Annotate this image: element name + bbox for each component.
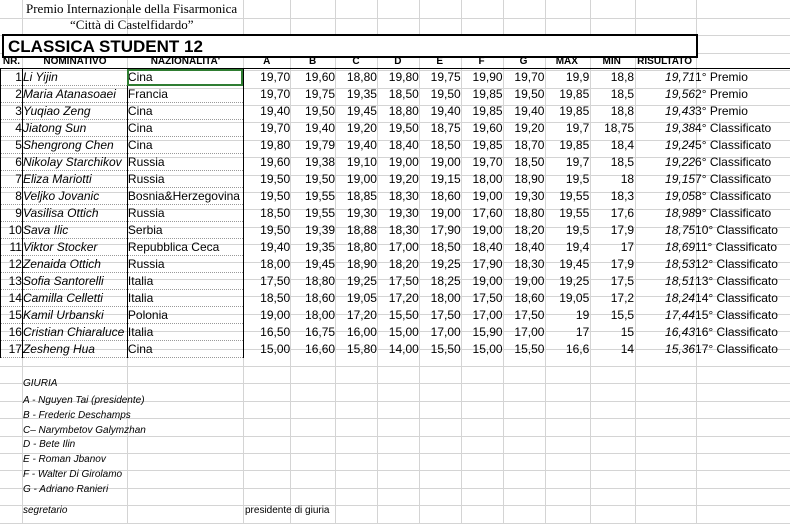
cell-nazionalita[interactable]: Cina: [127, 103, 243, 120]
cell-f[interactable]: 18,00: [472, 172, 503, 186]
cell-classifica[interactable]: 1° Premio: [695, 70, 748, 85]
cell-nominativo[interactable]: Veljko Jovanic: [22, 188, 127, 205]
cell-classifica[interactable]: 4° Classificato: [695, 121, 772, 135]
cell-risultato[interactable]: 19,05: [665, 189, 696, 203]
cell-c[interactable]: 19,40: [346, 138, 377, 152]
cell-min[interactable]: 17,2: [610, 291, 635, 305]
cell-classifica[interactable]: 9° Classificato: [695, 206, 772, 220]
cell-g[interactable]: 19,50: [514, 87, 545, 101]
cell-classifica[interactable]: 3° Premio: [695, 104, 748, 118]
cell-nr[interactable]: 9: [1, 205, 23, 222]
cell-nr[interactable]: 12: [1, 256, 23, 273]
cell-f[interactable]: 15,90: [472, 325, 503, 339]
header-row: [1, 56, 790, 69]
table-row: [1, 171, 790, 188]
cell-max[interactable]: 19,9: [565, 70, 590, 85]
cell-c[interactable]: 19,45: [346, 104, 377, 118]
cell-max[interactable]: 19,5: [565, 172, 590, 186]
cell-f[interactable]: 17,00: [472, 308, 503, 322]
cell-b[interactable]: 19,55: [305, 189, 336, 203]
cell-risultato[interactable]: 18,69: [665, 240, 696, 254]
cell-a[interactable]: 19,00: [260, 308, 291, 322]
giuria-member: F - Walter Di Girolamo: [23, 469, 123, 480]
cell-b[interactable]: 16,60: [305, 342, 336, 356]
cell-c[interactable]: 18,90: [346, 257, 377, 271]
cell-d[interactable]: 15,00: [388, 325, 419, 339]
cell-risultato[interactable]: 19,56: [665, 87, 696, 101]
cell-nominativo[interactable]: Cristian Chiaraluce: [22, 324, 127, 341]
col-header-nominativo[interactable]: NOMINATIVO: [22, 56, 127, 69]
col-header-risultato[interactable]: RISULTATO: [634, 56, 695, 69]
cell-min[interactable]: 18,3: [610, 189, 635, 203]
cell-f[interactable]: 17,60: [472, 206, 503, 220]
cell-g[interactable]: 17,00: [514, 325, 545, 339]
sheet-title: CLASSICA STUDENT 12: [8, 37, 203, 56]
cell-e[interactable]: 18,60: [430, 189, 461, 203]
cell-b[interactable]: 19,50: [305, 104, 336, 118]
cell-min[interactable]: 18,8: [610, 70, 635, 85]
cell-max[interactable]: 19,7: [565, 121, 590, 135]
cell-c[interactable]: 19,25: [346, 274, 377, 288]
cell-b[interactable]: 19,50: [305, 172, 336, 186]
cell-nominativo[interactable]: Kamil Urbanski: [22, 307, 127, 324]
cell-nr[interactable]: 14: [1, 290, 23, 307]
giuria-member: B - Frederic Deschamps: [23, 409, 131, 421]
cell-max[interactable]: 19,85: [559, 87, 590, 101]
cell-nazionalita[interactable]: Cina: [127, 137, 243, 154]
cell-c[interactable]: 17,20: [346, 308, 377, 322]
cell-g[interactable]: 19,70: [514, 70, 545, 85]
cell-b[interactable]: 19,79: [305, 138, 336, 152]
cell-e[interactable]: 19,00: [430, 206, 461, 220]
cell-f[interactable]: 19,00: [472, 189, 503, 203]
cell-e[interactable]: 18,50: [430, 240, 461, 254]
cell-classifica[interactable]: 16° Classificato: [695, 325, 778, 339]
table-row: [1, 222, 790, 239]
col-header-b[interactable]: B: [290, 56, 335, 69]
cell-a[interactable]: 19,40: [260, 240, 291, 254]
cell-e[interactable]: 19,40: [430, 104, 461, 118]
cell-b[interactable]: 19,35: [305, 240, 336, 254]
cell-a[interactable]: 19,70: [260, 87, 291, 101]
col-header-nr[interactable]: NR.: [1, 56, 23, 69]
cell-d[interactable]: 18,80: [388, 104, 419, 118]
cell-b[interactable]: 18,80: [305, 274, 336, 288]
cell-min[interactable]: 17,6: [610, 206, 635, 220]
table-row: [1, 188, 790, 205]
cell-c[interactable]: 16,00: [346, 325, 377, 339]
cell-nazionalita[interactable]: Russia: [127, 154, 243, 171]
cell-min[interactable]: 17,9: [610, 223, 635, 237]
cell-min[interactable]: 17,9: [610, 257, 635, 271]
cell-max[interactable]: 19,45: [559, 257, 590, 271]
cell-nazionalita[interactable]: Cina: [127, 341, 243, 358]
cell-risultato[interactable]: 15,36: [665, 342, 696, 356]
cell-min[interactable]: 18,5: [610, 87, 635, 101]
cell-classifica[interactable]: 11° Classificato: [695, 240, 777, 254]
cell-nr[interactable]: 10: [1, 222, 23, 239]
cell-nazionalita[interactable]: Italia: [127, 324, 243, 341]
giuria-member: D - Bete Ilin: [23, 439, 76, 451]
cell-max[interactable]: 19,85: [559, 104, 590, 118]
cell-risultato[interactable]: 19,22: [665, 155, 696, 169]
cell-min[interactable]: 18,5: [610, 155, 635, 169]
cell-min[interactable]: 18,75: [604, 121, 635, 135]
cell-f[interactable]: 17,90: [472, 257, 503, 271]
cell-max[interactable]: 19,55: [559, 189, 590, 203]
table-row: [1, 137, 790, 154]
cell-nominativo[interactable]: Nikolay Starchikov: [22, 154, 127, 171]
table-row: [1, 307, 790, 324]
cell-a[interactable]: 17,50: [260, 274, 291, 288]
cell-f[interactable]: 19,00: [472, 274, 503, 288]
cell-nominativo[interactable]: Sofia Santorelli: [22, 273, 127, 290]
col-header-min[interactable]: MIN: [589, 56, 634, 69]
cell-c[interactable]: 18,85: [346, 189, 377, 203]
cell-nazionalita[interactable]: Serbia: [127, 222, 243, 239]
cell-nominativo[interactable]: Viktor Stocker: [22, 239, 127, 256]
cell-e[interactable]: 17,50: [430, 308, 461, 322]
cell-min[interactable]: 18: [620, 172, 635, 186]
cell-min[interactable]: 15,5: [610, 308, 635, 322]
cell-max[interactable]: 16,6: [565, 342, 590, 356]
cell-b[interactable]: 19,45: [305, 257, 336, 271]
cell-nominativo[interactable]: Sava Ilic: [22, 222, 127, 239]
cell-a[interactable]: 19,50: [260, 189, 291, 203]
cell-classifica[interactable]: 7° Classificato: [695, 172, 772, 186]
cell-a[interactable]: 19,40: [260, 104, 291, 118]
cell-g[interactable]: 18,30: [514, 257, 545, 271]
cell-classifica[interactable]: 8° Classificato: [695, 189, 772, 203]
table-row: [1, 86, 790, 103]
results-table: [0, 56, 790, 358]
col-header-nazionalita[interactable]: NAZIONALITA': [127, 56, 243, 69]
cell-g[interactable]: 18,90: [514, 172, 545, 186]
cell-min[interactable]: 18,8: [610, 104, 635, 118]
cell-min[interactable]: 17,5: [610, 274, 635, 288]
cell-nr[interactable]: 1: [1, 69, 23, 86]
cell-g[interactable]: 19,00: [514, 274, 545, 288]
cell-nr[interactable]: 2: [1, 86, 23, 103]
cell-min[interactable]: 15: [620, 325, 635, 339]
cell-a[interactable]: 19,80: [260, 138, 291, 152]
cell-a[interactable]: 19,70: [260, 121, 291, 135]
cell-risultato[interactable]: 18,53: [665, 257, 696, 271]
cell-nr[interactable]: 16: [1, 324, 23, 341]
cell-nazionalita[interactable]: Bosnia&Herzegovina: [127, 188, 243, 205]
cell-b[interactable]: 19,60: [305, 70, 336, 85]
cell-nazionalita[interactable]: Francia: [127, 86, 243, 103]
cell-c[interactable]: 19,20: [346, 121, 377, 135]
cell-max[interactable]: 17: [575, 325, 590, 339]
giuria-title: GIURIA: [23, 378, 58, 389]
table-row: [1, 273, 790, 290]
cell-classifica[interactable]: 10° Classificato: [695, 223, 778, 237]
cell-f[interactable]: 19,85: [472, 87, 503, 101]
cell-b[interactable]: 19,55: [305, 206, 336, 220]
cell-a[interactable]: 19,50: [260, 172, 291, 186]
table-row: [1, 154, 790, 171]
cell-f[interactable]: 18,40: [472, 240, 503, 254]
cell-nominativo[interactable]: Maria Atanasoaei: [22, 86, 127, 103]
cell-nazionalita[interactable]: Italia: [127, 273, 243, 290]
cell-risultato[interactable]: 18,24: [665, 291, 696, 305]
title-box: [2, 34, 698, 58]
giuria-member: C– Narymbetov Galymzhan: [23, 424, 146, 436]
cell-g[interactable]: 19,20: [514, 121, 545, 135]
col-header-d[interactable]: D: [377, 56, 419, 69]
cell-c[interactable]: 18,88: [346, 223, 377, 237]
cell-nr[interactable]: 15: [1, 307, 23, 324]
cell-g[interactable]: 17,50: [514, 308, 545, 322]
cell-min[interactable]: 17: [620, 240, 635, 254]
cell-max[interactable]: 19,4: [565, 240, 590, 254]
cell-nr[interactable]: 7: [1, 171, 23, 188]
cell-nominativo[interactable]: Shengrong Chen: [22, 137, 127, 154]
cell-max[interactable]: 19,05: [559, 291, 590, 305]
header-line-1: Premio Internazionale della Fisarmonica: [26, 1, 238, 16]
cell-b[interactable]: 19,38: [305, 155, 336, 169]
cell-nominativo[interactable]: Li Yijin: [22, 69, 127, 86]
cell-c[interactable]: 19,30: [346, 206, 377, 220]
cell-d[interactable]: 14,00: [388, 342, 419, 356]
cell-e[interactable]: 19,00: [430, 155, 461, 169]
cell-b[interactable]: 18,60: [305, 291, 336, 305]
cell-g[interactable]: 15,50: [514, 342, 545, 356]
table-row: [1, 103, 790, 120]
table-row: [1, 239, 790, 256]
cell-f[interactable]: 19,85: [472, 104, 503, 118]
cell-d[interactable]: 19,20: [388, 172, 419, 186]
cell-g[interactable]: 19,40: [514, 104, 545, 118]
cell-b[interactable]: 19,39: [305, 223, 336, 237]
cell-nominativo[interactable]: Yuqiao Zeng: [22, 103, 127, 120]
cell-nr[interactable]: 6: [1, 154, 23, 171]
cell-min[interactable]: 18,4: [610, 138, 635, 152]
cell-e[interactable]: 19,15: [430, 172, 461, 186]
cell-g[interactable]: 18,80: [514, 206, 545, 220]
cell-c[interactable]: 19,10: [346, 155, 377, 169]
cell-d[interactable]: 17,20: [388, 291, 419, 305]
col-header-e[interactable]: E: [419, 56, 461, 69]
table-row: [1, 256, 790, 273]
cell-f[interactable]: 19,60: [472, 121, 503, 135]
cell-a[interactable]: 18,50: [260, 206, 291, 220]
cell-e[interactable]: 17,90: [430, 223, 461, 237]
cell-d[interactable]: 15,50: [388, 308, 419, 322]
cell-c[interactable]: 18,80: [346, 70, 377, 85]
table-row: [1, 290, 790, 307]
cell-e[interactable]: 19,75: [430, 70, 461, 85]
cell-f[interactable]: 15,00: [472, 342, 503, 356]
header-line-2: “Città di Castelfidardo”: [70, 17, 194, 32]
col-header-max[interactable]: MAX: [544, 56, 589, 69]
cell-nr[interactable]: 17: [1, 341, 23, 358]
cell-classifica[interactable]: 2° Premio: [695, 87, 748, 101]
cell-max[interactable]: 19,85: [559, 138, 590, 152]
cell-nominativo[interactable]: Vasilisa Ottich: [22, 205, 127, 222]
cell-f[interactable]: 17,50: [472, 291, 503, 305]
cell-g[interactable]: 18,50: [514, 155, 545, 169]
cell-e[interactable]: 19,50: [430, 87, 461, 101]
cell-nr[interactable]: 13: [1, 273, 23, 290]
cell-classifica[interactable]: 12° Classificato: [695, 257, 778, 271]
cell-d[interactable]: 19,30: [388, 206, 419, 220]
cell-nr[interactable]: 5: [1, 137, 23, 154]
cell-g[interactable]: 18,20: [514, 223, 545, 237]
cell-max[interactable]: 19: [575, 308, 590, 322]
cell-e[interactable]: 15,50: [430, 342, 461, 356]
cell-nazionalita[interactable]: Russia: [127, 256, 243, 273]
cell-f[interactable]: 19,00: [472, 223, 503, 237]
cell-a[interactable]: 18,50: [260, 291, 291, 305]
cell-risultato[interactable]: 19,15: [665, 172, 696, 186]
cell-c[interactable]: 19,05: [346, 291, 377, 305]
cell-a[interactable]: 16,50: [260, 325, 291, 339]
cell-nr[interactable]: 8: [1, 188, 23, 205]
cell-risultato[interactable]: 16,43: [665, 325, 696, 339]
cell-d[interactable]: 19,50: [388, 121, 419, 135]
cell-nazionalita[interactable]: Polonia: [127, 307, 243, 324]
footer-segretario: segretario: [23, 505, 68, 516]
cell-d[interactable]: 18,30: [388, 223, 419, 237]
giuria-member: E - Roman Jbanov: [23, 454, 106, 466]
cell-nominativo[interactable]: Zesheng Hua: [22, 341, 127, 358]
footer-presidente: presidente di giuria: [245, 505, 330, 516]
cell-nominativo[interactable]: Camilla Celletti: [22, 290, 127, 307]
table-row: [1, 324, 790, 341]
cell-max[interactable]: 19,7: [565, 155, 590, 169]
cell-nr[interactable]: 11: [1, 239, 23, 256]
cell-d[interactable]: 18,40: [388, 138, 419, 152]
cell-classifica[interactable]: 15° Classificato: [695, 308, 778, 322]
cell-e[interactable]: 18,25: [430, 274, 461, 288]
cell-nazionalita[interactable]: Russia: [127, 205, 243, 222]
cell-nazionalita[interactable]: Repubblica Ceca: [127, 239, 243, 256]
cell-nominativo[interactable]: Eliza Mariotti: [22, 171, 127, 188]
cell-nazionalita[interactable]: Cina: [127, 120, 243, 137]
cell-nazionalita[interactable]: Italia: [127, 290, 243, 307]
cell-b[interactable]: 18,00: [305, 308, 336, 322]
col-header-c[interactable]: C: [335, 56, 377, 69]
cell-a[interactable]: 19,60: [260, 155, 291, 169]
cell-nr[interactable]: 4: [1, 120, 23, 137]
cell-f[interactable]: 19,90: [472, 70, 503, 85]
cell-g[interactable]: 18,70: [514, 138, 545, 152]
cell-risultato[interactable]: 18,75: [665, 223, 696, 237]
cell-e[interactable]: 17,00: [430, 325, 461, 339]
cell-min[interactable]: 14: [620, 342, 635, 356]
cell-d[interactable]: 18,30: [388, 189, 419, 203]
cell-nazionalita[interactable]: Russia: [127, 171, 243, 188]
cell-b[interactable]: 19,75: [305, 87, 336, 101]
cell-risultato[interactable]: 18,51: [665, 274, 696, 288]
giuria-member: G - Adriano Ranieri: [23, 483, 109, 495]
cell-d[interactable]: 18,20: [388, 257, 419, 271]
cell-nazionalita[interactable]: Cina: [127, 69, 243, 86]
cell-risultato[interactable]: 18,98: [665, 206, 696, 220]
col-header-a[interactable]: A: [243, 56, 290, 69]
cell-c[interactable]: 15,80: [346, 342, 377, 356]
cell-d[interactable]: 18,50: [388, 87, 419, 101]
cell-max[interactable]: 19,25: [559, 274, 590, 288]
cell-a[interactable]: 15,00: [260, 342, 291, 356]
cell-g[interactable]: 18,60: [514, 291, 545, 305]
table-row: [1, 341, 790, 358]
cell-risultato[interactable]: 17,44: [665, 308, 696, 322]
cell-risultato[interactable]: 19,43: [665, 104, 696, 118]
cell-e[interactable]: 18,75: [430, 121, 461, 135]
cell-risultato[interactable]: 19,38: [665, 121, 696, 135]
cell-d[interactable]: 19,80: [388, 70, 419, 85]
cell-e[interactable]: 18,00: [430, 291, 461, 305]
col-header-g[interactable]: G: [503, 56, 545, 69]
cell-e[interactable]: 19,25: [430, 257, 461, 271]
giuria-member: A - Nguyen Tai (presidente): [23, 395, 145, 406]
cell-e[interactable]: 18,50: [430, 138, 461, 152]
cell-c[interactable]: 19,35: [346, 87, 377, 101]
col-header-f[interactable]: F: [461, 56, 503, 69]
cell-c[interactable]: 18,80: [346, 240, 377, 254]
cell-a[interactable]: 19,70: [260, 70, 291, 85]
cell-max[interactable]: 19,55: [559, 206, 590, 220]
cell-g[interactable]: 19,30: [514, 189, 545, 203]
cell-f[interactable]: 19,70: [472, 155, 503, 169]
cell-d[interactable]: 19,00: [388, 155, 419, 169]
cell-c[interactable]: 19,00: [346, 172, 377, 186]
cell-classifica[interactable]: 17° Classificato: [695, 342, 778, 356]
cell-risultato[interactable]: 19,71: [665, 70, 696, 85]
table-row: [1, 205, 790, 222]
table-row: [1, 69, 790, 86]
cell-nr[interactable]: 3: [1, 103, 23, 120]
cell-classifica[interactable]: 6° Classificato: [695, 155, 772, 169]
cell-b[interactable]: 19,40: [305, 121, 336, 135]
cell-a[interactable]: 19,50: [260, 223, 291, 237]
cell-nominativo[interactable]: Zenaida Ottich: [22, 256, 127, 273]
col-header-blank[interactable]: [695, 56, 790, 69]
cell-classifica[interactable]: 5° Classificato: [695, 138, 772, 152]
cell-g[interactable]: 18,40: [514, 240, 545, 254]
cell-d[interactable]: 17,50: [388, 274, 419, 288]
cell-b[interactable]: 16,75: [305, 325, 336, 339]
cell-risultato[interactable]: 19,24: [665, 138, 696, 152]
cell-f[interactable]: 19,85: [472, 138, 503, 152]
cell-classifica[interactable]: 14° Classificato: [695, 291, 778, 305]
cell-classifica[interactable]: 13° Classificato: [695, 274, 778, 288]
cell-nominativo[interactable]: Jiatong Sun: [22, 120, 127, 137]
cell-max[interactable]: 19,5: [565, 223, 590, 237]
cell-d[interactable]: 17,00: [388, 240, 419, 254]
table-row: [1, 120, 790, 137]
cell-a[interactable]: 18,00: [260, 257, 291, 271]
